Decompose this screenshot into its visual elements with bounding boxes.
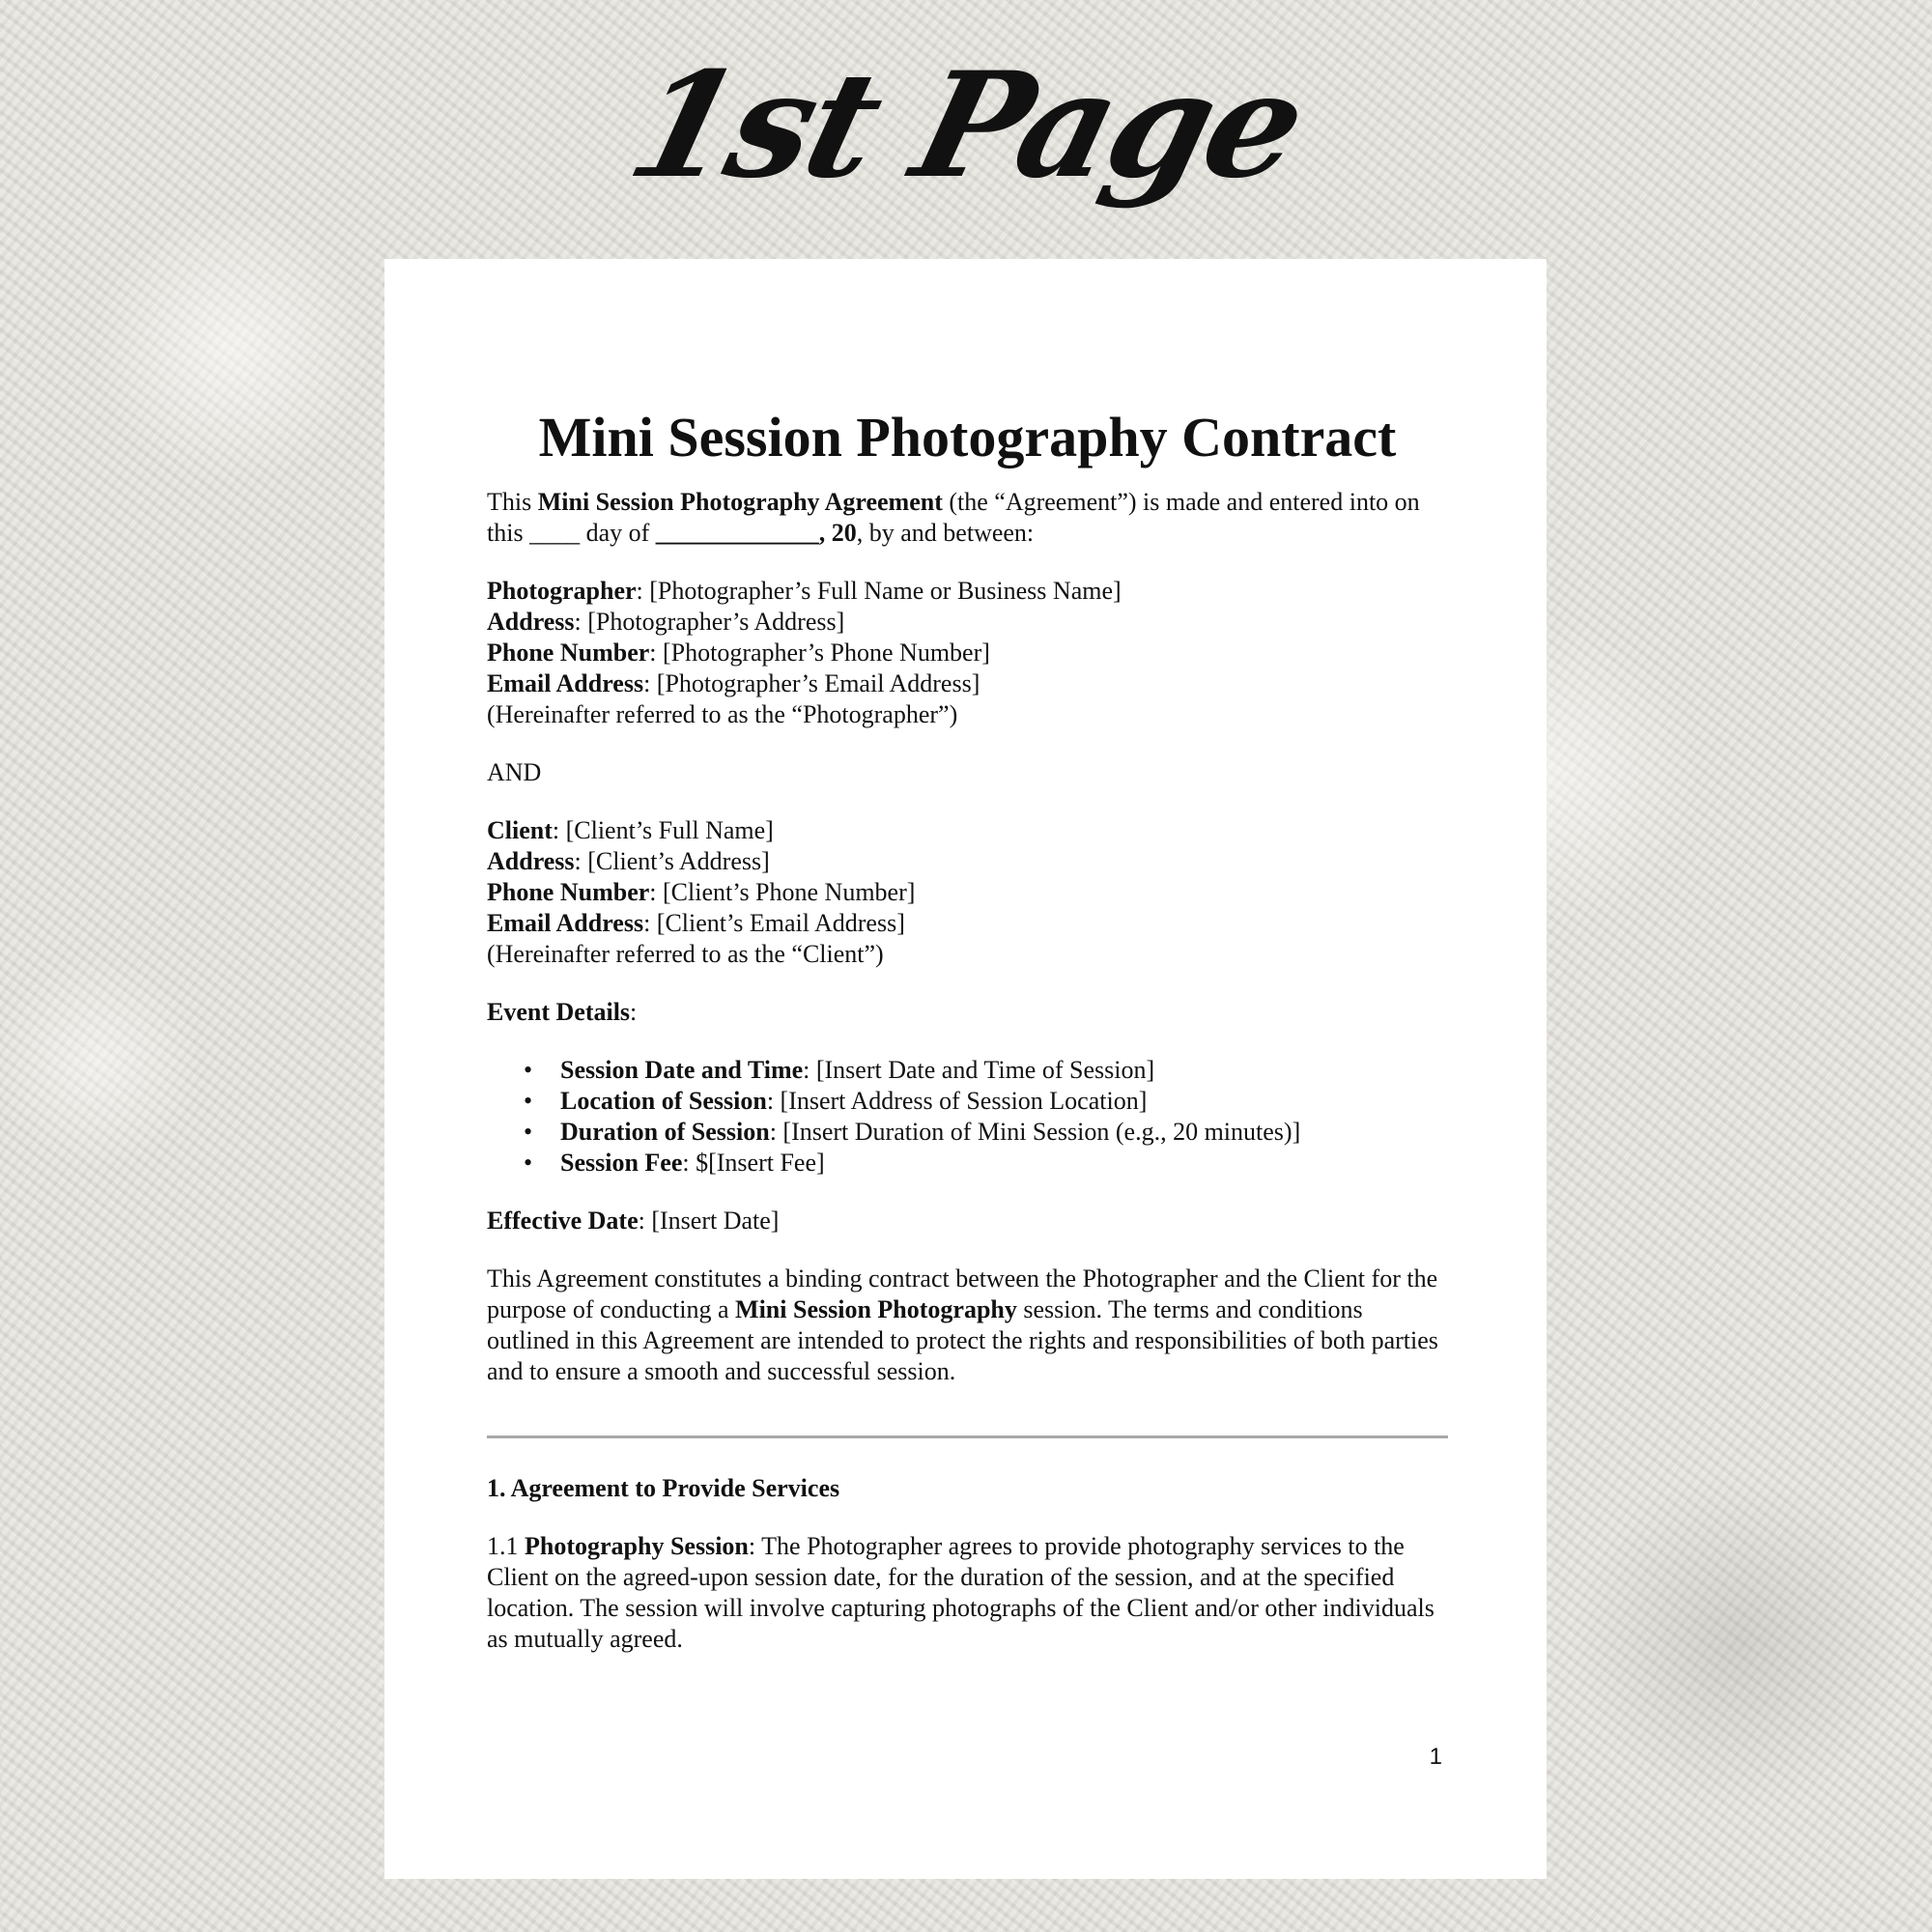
photographer-details <box>487 576 1448 730</box>
section-1-heading: 1. Agreement to Provide Services <box>487 1474 840 1502</box>
photographer-address-line: Address: [Photographer’s Address] <box>487 608 845 636</box>
binding-paragraph: This Agreement constitutes a binding contract between the Photographer and the Client for the purpose of conducting a Mini Session Photography session. The terms and conditions outlined in this Agreement are intended to protect the rights and responsibilities of both parties and to ensure a smooth and successful session. <box>487 1264 1438 1385</box>
clause-1-1: 1.1 Photography Session: The Photographer agrees to provide photography services to the Client on the agreed-upon session date, for the duration of the session, and at the specified location. The session will involve capturing photographs of the Client and/or other individuals as mutually agreed. <box>487 1532 1435 1653</box>
event-details-list <box>487 1055 1448 1179</box>
document-page <box>384 259 1547 1879</box>
list-item: • Session Date and Time: [Insert Date and Time of Session] <box>524 1056 1155 1084</box>
page-banner <box>0 29 1932 251</box>
photographer-phone-line: Phone Number: [Photographer’s Phone Number] <box>487 639 990 667</box>
client-name-line: Client: [Client’s Full Name] <box>487 816 774 844</box>
client-phone-line: Phone Number: [Client’s Phone Number] <box>487 878 916 906</box>
document-content <box>487 406 1448 1655</box>
bullet-icon: • <box>524 1149 533 1177</box>
photographer-name-line: Photographer: [Photographer’s Full Name or Business Name] <box>487 577 1122 605</box>
list-item: • Session Fee: $[Insert Fee] <box>524 1149 825 1177</box>
client-email-line: Email Address: [Client’s Email Address] <box>487 909 905 937</box>
intro-paragraph: This Mini Session Photography Agreement (the “Agreement”) is made and entered into on this ____ day of _____________, 20, by and between: <box>487 488 1420 547</box>
client-address-line: Address: [Client’s Address] <box>487 847 770 875</box>
banner-title: 1st Page <box>613 41 1319 211</box>
bullet-icon: • <box>524 1087 533 1115</box>
document-title: Mini Session Photography Contract <box>538 406 1397 469</box>
and-separator: AND <box>487 758 542 786</box>
bullet-icon: • <box>524 1118 533 1146</box>
client-note: (Hereinafter referred to as the “Client”) <box>487 940 884 968</box>
list-item: • Duration of Session: [Insert Duration of Mini Session (e.g., 20 minutes)] <box>524 1118 1301 1146</box>
effective-date-line: Effective Date: [Insert Date] <box>487 1207 780 1235</box>
list-item: • Location of Session: [Insert Address of Session Location] <box>524 1087 1148 1115</box>
photographer-note: (Hereinafter referred to as the “Photographer”) <box>487 700 958 728</box>
client-details <box>487 815 1448 970</box>
bullet-icon: • <box>524 1056 533 1084</box>
photographer-email-line: Email Address: [Photographer’s Email Address] <box>487 669 980 697</box>
page-number: 1 <box>1429 1744 1442 1770</box>
event-details-heading: Event Details: <box>487 998 638 1026</box>
